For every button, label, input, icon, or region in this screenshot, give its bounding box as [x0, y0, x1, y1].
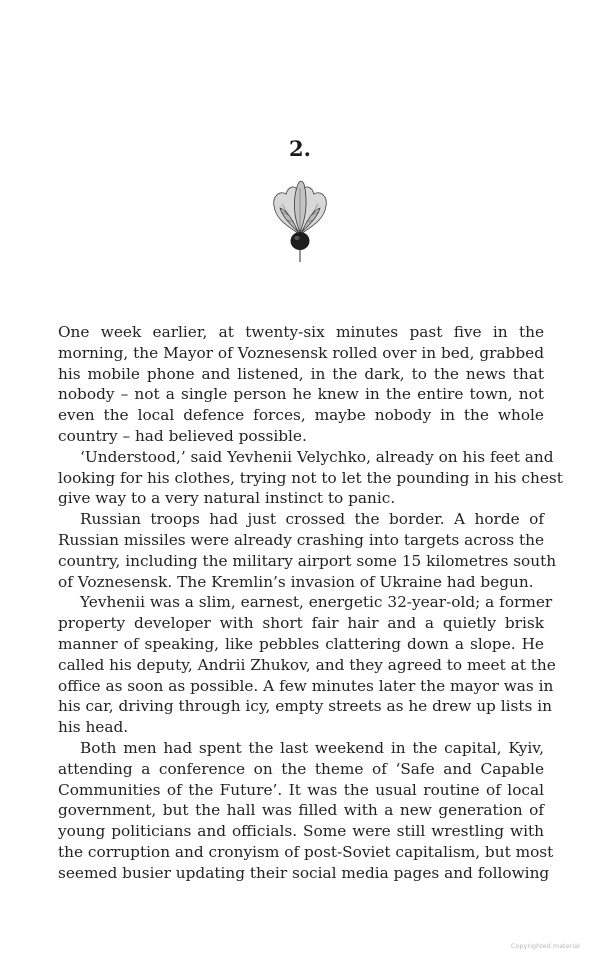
text-line: seemed busier updating their social media pages and following [58, 863, 550, 882]
text-line: country – had believed possible. [58, 426, 307, 445]
text-line: Yevhenii was a slim, earnest, energetic 32-year-old; a former [80, 593, 553, 612]
text-line: morning, the Mayor of Voznesensk rolled over in bed, grabbed [58, 343, 544, 362]
text-line: Communities of the Future’. It was the usual routine of local [58, 780, 544, 799]
watermark: Copyrighted material [510, 942, 580, 950]
text-line: Russian missiles were already crashing into targets across the [58, 530, 544, 549]
text-line: his car, driving through icy, empty streets as he drew up lists in [58, 697, 552, 716]
text-line: the corruption and cronyism of post-Soviet capitalism, but most [58, 842, 554, 861]
chapter-number: 2. [289, 136, 311, 161]
text-line: give way to a very natural instinct to panic. [58, 489, 396, 508]
text-line: Russian troops had just crossed the border. A horde of [80, 510, 544, 529]
text-line: ‘Understood,’ said Yevhenii Velychko, already on his feet and [80, 447, 554, 466]
text-line: even the local defence forces, maybe nobody in the whole [58, 406, 544, 425]
text-line: nobody – not a single person he knew in the entire town, not [58, 385, 544, 404]
text-line: property developer with short fair hair and a quietly brisk [58, 614, 544, 633]
paragraph [58, 322, 544, 447]
text-line: government, but the hall was filled with a new generation of [58, 801, 544, 820]
paragraph [58, 509, 557, 592]
text-line: his mobile phone and listened, in the dark, to the news that [58, 364, 544, 383]
radish-icon [268, 176, 332, 264]
text-line: Both men had spent the last weekend in the capital, Kyiv, [80, 738, 544, 757]
text-line: office as soon as possible. A few minutes later the mayor was in [58, 676, 554, 695]
body-text [58, 322, 563, 884]
text-line: his head. [58, 718, 129, 737]
text-line: called his deputy, Andrii Zhukov, and they agreed to meet at the [58, 655, 556, 674]
paragraph [58, 592, 556, 738]
text-line: manner of speaking, like pebbles clattering down a slope. He [58, 634, 544, 653]
text-line: One week earlier, at twenty-six minutes past five in the [58, 323, 544, 341]
paragraph [58, 738, 554, 884]
text-line: country, including the military airport some 15 kilometres south [58, 551, 557, 570]
text-line: attending a conference on the theme of ‘Safe and Capable [58, 759, 544, 778]
text-line: looking for his clothes, trying not to let the pounding in his chest [58, 468, 563, 487]
text-line: of Voznesensk. The Kremlin’s invasion of Ukraine had begun. [58, 572, 534, 591]
text-line: young politicians and officials. Some were still wrestling with [58, 822, 544, 841]
paragraph [58, 447, 563, 509]
